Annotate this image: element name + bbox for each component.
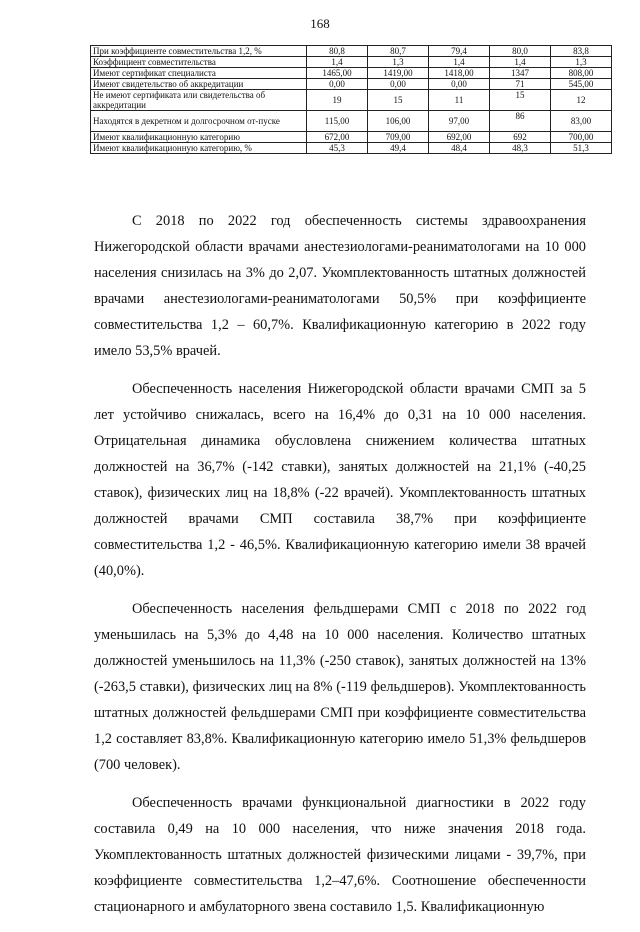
paragraph: Обеспеченность населения Нижегородской области врачами СМП за 5 лет устойчиво снижалась, всего на 16,4% до 0,31 на 10 000 населения. Отрицательная динамика обусловлена снижением количества штатных должностей на 36,7% (-142 ставки), занятых должностей на 21,1% (-40,25 ставок), физических лиц на 18,8% (-22 врачей). Укомплектованность штатных должностей врачами СМП составила 38,7% при коэффициенте совместительства 1,2 - 46,5%. Квалификационную категорию имели 38 врачей (40,0%).: [94, 381, 586, 579]
table-cell: 19: [307, 90, 368, 111]
table-cell: 545,00: [551, 79, 612, 90]
table-cell: 51,3: [551, 143, 612, 154]
table-cell: 1465,00: [307, 68, 368, 79]
table-cell: 1,3: [551, 57, 612, 68]
table-cell: 1,4: [429, 57, 490, 68]
row-label: Находятся в декретном и долгосрочном от-пуске: [91, 111, 307, 132]
table-cell: 700,00: [551, 132, 612, 143]
table-row: [91, 90, 612, 111]
table-cell: 115,00: [307, 111, 368, 132]
table-cell: 83,00: [551, 111, 612, 132]
table-cell: 709,00: [368, 132, 429, 143]
row-label: Имеют сертификат специалиста: [91, 68, 307, 79]
table-row: [91, 111, 612, 132]
table-cell: 1,4: [307, 57, 368, 68]
table-cell: 672,00: [307, 132, 368, 143]
table-cell: 0,00: [307, 79, 368, 90]
table-cell: 0,00: [368, 79, 429, 90]
row-label: Имеют квалификационную категорию: [91, 132, 307, 143]
table-cell: 79,4: [429, 46, 490, 57]
paragraph: С 2018 по 2022 год обеспеченность системы здравоохранения Нижегородской области врачами анестезиологами-реаниматологами на 10 000 населения снизилась на 3% до 2,07. Укомплектованность штатных должностей врачами анестезиологами-реаниматологами 50,5% при коэффициенте совместительства 1,2 – 60,7%. Квалификационную категорию в 2022 году имело 53,5% врачей.: [94, 213, 586, 359]
row-label: Имеют квалификационную категорию, %: [91, 143, 307, 154]
table-cell: 48,3: [490, 143, 551, 154]
table-cell: 1419,00: [368, 68, 429, 79]
table-row: [91, 57, 612, 68]
table-cell: 45,3: [307, 143, 368, 154]
table-cell: 49,4: [368, 143, 429, 154]
table-cell: 48,4: [429, 143, 490, 154]
table-cell: 692,00: [429, 132, 490, 143]
table-row: [91, 46, 612, 57]
table-row: [91, 68, 612, 79]
table-cell: 11: [429, 90, 490, 111]
table-cell: 1,3: [368, 57, 429, 68]
table-cell: 692: [490, 132, 551, 143]
row-label: При коэффициенте совместительства 1,2, %: [91, 46, 307, 57]
staffing-table: [90, 45, 612, 154]
table-cell: 80,7: [368, 46, 429, 57]
row-label: Коэффициент совместительства: [91, 57, 307, 68]
row-label: Не имеют сертификата или свидетельства об аккредитации: [91, 90, 307, 111]
table-cell: 80,8: [307, 46, 368, 57]
table-cell: 97,00: [429, 111, 490, 132]
table-row: [91, 79, 612, 90]
table-cell: 71: [490, 79, 551, 90]
table-cell: 86: [490, 111, 551, 132]
table-cell: 12: [551, 90, 612, 111]
table-cell: 83,8: [551, 46, 612, 57]
table-row: [91, 143, 612, 154]
page-number: 168: [310, 16, 330, 31]
table-cell: 106,00: [368, 111, 429, 132]
table-cell: 80,0: [490, 46, 551, 57]
body-text: [94, 208, 586, 932]
table-cell: 0,00: [429, 79, 490, 90]
table-row: [91, 132, 612, 143]
table-cell: 808,00: [551, 68, 612, 79]
table-cell: 15: [490, 90, 551, 111]
paragraph: Обеспеченность населения фельдшерами СМП с 2018 по 2022 год уменьшилась на 5,3% до 4,48 на 10 000 населения. Количество штатных должностей уменьшилось на 11,3% (-250 ставок), занятых должностей на 13% (-263,5 ставки), физических лиц на 8% (-119 фельдшеров). Укомплектованность штатных должностей фельдшерами СМП при коэффициенте совместительства 1,2 составляет 83,8%. Квалификационную категорию имело 51,3% фельдшеров (700 человек).: [94, 601, 586, 773]
table-cell: 1,4: [490, 57, 551, 68]
row-label: Имеют свидетельство об аккредитации: [91, 79, 307, 90]
table-cell: 1347: [490, 68, 551, 79]
table-cell: 15: [368, 90, 429, 111]
table-cell: 1418,00: [429, 68, 490, 79]
paragraph: Обеспеченность врачами функциональной диагностики в 2022 году составила 0,49 на 10 000 населения, что ниже значения 2018 года. Укомплектованность штатных должностей физическими лицами - 39,7%, при коэффициенте совместительства 1,2–47,6%. Соотношение обеспеченности стационарного и амбулаторного звена составило 1,5. Квалификационную: [94, 795, 586, 915]
